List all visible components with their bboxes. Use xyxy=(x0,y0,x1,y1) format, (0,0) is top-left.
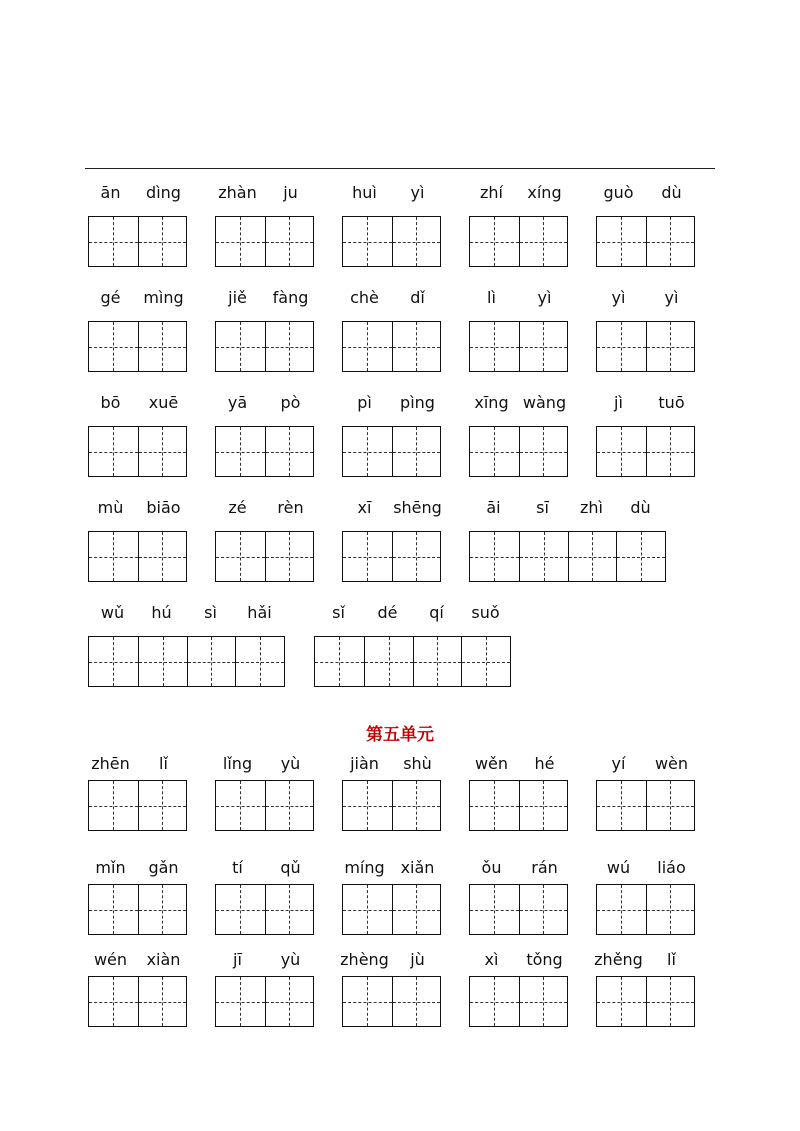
character-box[interactable] xyxy=(343,885,392,934)
pinyin-label: zé xyxy=(228,498,247,517)
tianzige-grid[interactable] xyxy=(88,426,187,477)
character-box[interactable] xyxy=(461,637,510,686)
pinyin-label: míng xyxy=(344,858,385,877)
pinyin-label: sì xyxy=(204,603,217,622)
character-box[interactable] xyxy=(597,427,646,476)
pinyin-label: hú xyxy=(151,603,172,622)
character-box[interactable] xyxy=(519,885,568,934)
pinyin-label: wěn xyxy=(474,754,509,773)
pinyin-label: chè xyxy=(350,288,379,307)
tianzige-grid[interactable] xyxy=(342,884,441,935)
tianzige-grid[interactable] xyxy=(596,780,695,831)
character-box[interactable] xyxy=(138,977,187,1026)
character-box[interactable] xyxy=(519,427,568,476)
tianzige-grid[interactable] xyxy=(342,780,441,831)
character-box[interactable] xyxy=(216,532,265,581)
character-box[interactable] xyxy=(392,781,441,830)
pinyin-label: mìng xyxy=(143,288,184,307)
tianzige-grid[interactable] xyxy=(596,884,695,935)
pinyin-label: wèn xyxy=(654,754,689,773)
character-box[interactable] xyxy=(89,217,138,266)
tianzige-grid[interactable] xyxy=(469,780,568,831)
character-box[interactable] xyxy=(343,427,392,476)
character-box[interactable] xyxy=(616,532,665,581)
pinyin-label: tí xyxy=(232,858,243,877)
tianzige-grid[interactable] xyxy=(215,976,314,1027)
character-box[interactable] xyxy=(265,322,314,371)
character-box[interactable] xyxy=(470,781,519,830)
pinyin-label: rèn xyxy=(277,498,304,517)
character-box[interactable] xyxy=(392,217,441,266)
tianzige-grid[interactable] xyxy=(88,216,187,267)
character-box[interactable] xyxy=(597,217,646,266)
character-box[interactable] xyxy=(519,217,568,266)
character-box[interactable] xyxy=(646,322,695,371)
character-box[interactable] xyxy=(89,977,138,1026)
pinyin-label: xiǎn xyxy=(400,858,435,877)
pinyin-label: pì xyxy=(357,393,372,412)
character-box[interactable] xyxy=(89,532,138,581)
pinyin-label: wǔ xyxy=(100,603,125,622)
pinyin-label: shēng xyxy=(393,498,442,517)
character-box[interactable] xyxy=(216,977,265,1026)
character-box[interactable] xyxy=(89,322,138,371)
character-box[interactable] xyxy=(470,532,519,581)
tianzige-grid[interactable] xyxy=(469,426,568,477)
character-box[interactable] xyxy=(470,217,519,266)
pinyin-label: dù xyxy=(630,498,651,517)
pinyin-label: zhí xyxy=(480,183,503,202)
character-box[interactable] xyxy=(138,532,187,581)
pinyin-label: zhěng xyxy=(594,950,643,969)
pinyin-label: guò xyxy=(603,183,634,202)
pinyin-label: yí xyxy=(611,754,626,773)
character-box[interactable] xyxy=(568,532,617,581)
tianzige-grid[interactable] xyxy=(88,321,187,372)
pinyin-label: jī xyxy=(233,950,242,969)
character-box[interactable] xyxy=(343,781,392,830)
character-box[interactable] xyxy=(343,217,392,266)
character-box[interactable] xyxy=(265,977,314,1026)
pinyin-label: zhàn xyxy=(218,183,257,202)
tianzige-grid[interactable] xyxy=(596,426,695,477)
character-box[interactable] xyxy=(89,637,138,686)
pinyin-label: dìng xyxy=(146,183,181,202)
pinyin-label: wú xyxy=(606,858,631,877)
pinyin-label: lǐ xyxy=(159,754,168,773)
pinyin-label: pò xyxy=(280,393,301,412)
pinyin-label: hé xyxy=(534,754,555,773)
character-box[interactable] xyxy=(265,217,314,266)
character-box[interactable] xyxy=(392,427,441,476)
pinyin-label: qǔ xyxy=(280,858,301,877)
character-box[interactable] xyxy=(519,781,568,830)
tianzige-grid[interactable] xyxy=(469,216,568,267)
pinyin-label: sī xyxy=(536,498,549,517)
pinyin-label: xī xyxy=(357,498,372,517)
tianzige-grid[interactable] xyxy=(596,216,695,267)
character-box[interactable] xyxy=(216,217,265,266)
pinyin-label: gé xyxy=(100,288,121,307)
tianzige-grid[interactable] xyxy=(215,426,314,477)
character-box[interactable] xyxy=(364,637,413,686)
character-box[interactable] xyxy=(392,532,441,581)
pinyin-label: xuē xyxy=(148,393,179,412)
pinyin-label: yù xyxy=(280,950,301,969)
pinyin-label: hǎi xyxy=(247,603,272,622)
character-box[interactable] xyxy=(89,427,138,476)
pinyin-label: rán xyxy=(531,858,558,877)
character-box[interactable] xyxy=(597,781,646,830)
character-box[interactable] xyxy=(138,637,187,686)
character-box[interactable] xyxy=(646,977,695,1026)
pinyin-label: jiàn xyxy=(350,754,379,773)
character-box[interactable] xyxy=(138,217,187,266)
pinyin-label: yù xyxy=(280,754,301,773)
tianzige-grid[interactable] xyxy=(342,976,441,1027)
character-box[interactable] xyxy=(265,532,314,581)
top-divider xyxy=(85,168,715,169)
character-box[interactable] xyxy=(470,427,519,476)
character-box[interactable] xyxy=(343,532,392,581)
pinyin-label: bō xyxy=(100,393,121,412)
character-box[interactable] xyxy=(138,427,187,476)
character-box[interactable] xyxy=(216,781,265,830)
character-box[interactable] xyxy=(519,977,568,1026)
pinyin-label: ǒu xyxy=(481,858,502,877)
character-box[interactable] xyxy=(597,977,646,1026)
pinyin-label: jù xyxy=(410,950,425,969)
pinyin-label: yì xyxy=(611,288,626,307)
pinyin-label: mǐn xyxy=(95,858,126,877)
tianzige-grid[interactable] xyxy=(215,216,314,267)
pinyin-label: mù xyxy=(97,498,124,517)
tianzige-grid[interactable] xyxy=(469,884,568,935)
pinyin-label: tuō xyxy=(658,393,685,412)
pinyin-label: ju xyxy=(283,183,298,202)
character-box[interactable] xyxy=(89,781,138,830)
pinyin-label: pìng xyxy=(400,393,435,412)
character-box[interactable] xyxy=(265,427,314,476)
character-box[interactable] xyxy=(315,637,364,686)
pinyin-label: xì xyxy=(484,950,499,969)
pinyin-label: shù xyxy=(403,754,432,773)
pinyin-label: yì xyxy=(664,288,679,307)
character-box[interactable] xyxy=(187,637,236,686)
tianzige-grid[interactable] xyxy=(469,531,666,582)
character-box[interactable] xyxy=(470,977,519,1026)
tianzige-grid[interactable] xyxy=(88,884,187,935)
character-box[interactable] xyxy=(216,322,265,371)
pinyin-label: xíng xyxy=(527,183,562,202)
character-box[interactable] xyxy=(265,781,314,830)
character-box[interactable] xyxy=(392,885,441,934)
character-box[interactable] xyxy=(138,781,187,830)
character-box[interactable] xyxy=(392,977,441,1026)
pinyin-label: lì xyxy=(487,288,496,307)
pinyin-label: jì xyxy=(614,393,623,412)
character-box[interactable] xyxy=(216,427,265,476)
pinyin-label: xīng xyxy=(474,393,509,412)
character-box[interactable] xyxy=(646,427,695,476)
tianzige-grid[interactable] xyxy=(314,636,511,687)
character-box[interactable] xyxy=(343,322,392,371)
tianzige-grid[interactable] xyxy=(88,636,285,687)
tianzige-grid[interactable] xyxy=(596,321,695,372)
character-box[interactable] xyxy=(519,322,568,371)
pinyin-label: yì xyxy=(537,288,552,307)
tianzige-grid[interactable] xyxy=(215,884,314,935)
character-box[interactable] xyxy=(138,885,187,934)
tianzige-grid[interactable] xyxy=(215,780,314,831)
character-box[interactable] xyxy=(235,637,284,686)
tianzige-grid[interactable] xyxy=(215,531,314,582)
pinyin-label: sǐ xyxy=(332,603,345,622)
unit-title: 第五单元 xyxy=(366,725,434,745)
character-box[interactable] xyxy=(265,885,314,934)
character-box[interactable] xyxy=(597,885,646,934)
pinyin-label: wàng xyxy=(522,393,567,412)
pinyin-label: dǐ xyxy=(410,288,425,307)
character-box[interactable] xyxy=(597,322,646,371)
pinyin-label: wén xyxy=(93,950,128,969)
character-box[interactable] xyxy=(519,532,568,581)
tianzige-grid[interactable] xyxy=(88,976,187,1027)
character-box[interactable] xyxy=(470,322,519,371)
tianzige-grid[interactable] xyxy=(342,321,441,372)
tianzige-grid[interactable] xyxy=(469,976,568,1027)
character-box[interactable] xyxy=(392,322,441,371)
character-box[interactable] xyxy=(216,885,265,934)
pinyin-label: dé xyxy=(377,603,398,622)
pinyin-label: liáo xyxy=(657,858,686,877)
pinyin-label: ān xyxy=(100,183,121,202)
pinyin-label: lǐ xyxy=(667,950,676,969)
tianzige-grid[interactable] xyxy=(342,426,441,477)
pinyin-label: fàng xyxy=(272,288,309,307)
character-box[interactable] xyxy=(138,322,187,371)
pinyin-label: jiě xyxy=(228,288,247,307)
pinyin-label: zhèng xyxy=(340,950,389,969)
character-box[interactable] xyxy=(646,217,695,266)
tianzige-grid[interactable] xyxy=(215,321,314,372)
character-box[interactable] xyxy=(343,977,392,1026)
pinyin-label: biāo xyxy=(146,498,181,517)
pinyin-label: lǐng xyxy=(222,754,253,773)
tianzige-grid[interactable] xyxy=(342,216,441,267)
character-box[interactable] xyxy=(646,781,695,830)
pinyin-label: zhēn xyxy=(91,754,130,773)
pinyin-label: zhì xyxy=(580,498,603,517)
pinyin-label: xiàn xyxy=(146,950,181,969)
pinyin-label: suǒ xyxy=(471,603,500,622)
tianzige-grid[interactable] xyxy=(469,321,568,372)
pinyin-label: tǒng xyxy=(526,950,563,969)
character-box[interactable] xyxy=(646,885,695,934)
tianzige-grid[interactable] xyxy=(342,531,441,582)
pinyin-label: qí xyxy=(429,603,444,622)
character-box[interactable] xyxy=(89,885,138,934)
character-box[interactable] xyxy=(470,885,519,934)
pinyin-label: yì xyxy=(410,183,425,202)
character-box[interactable] xyxy=(413,637,462,686)
tianzige-grid[interactable] xyxy=(88,780,187,831)
tianzige-grid[interactable] xyxy=(88,531,187,582)
pinyin-label: dù xyxy=(661,183,682,202)
pinyin-label: āi xyxy=(486,498,501,517)
tianzige-grid[interactable] xyxy=(596,976,695,1027)
pinyin-label: yā xyxy=(227,393,248,412)
pinyin-label: gǎn xyxy=(148,858,179,877)
pinyin-label: huì xyxy=(352,183,377,202)
